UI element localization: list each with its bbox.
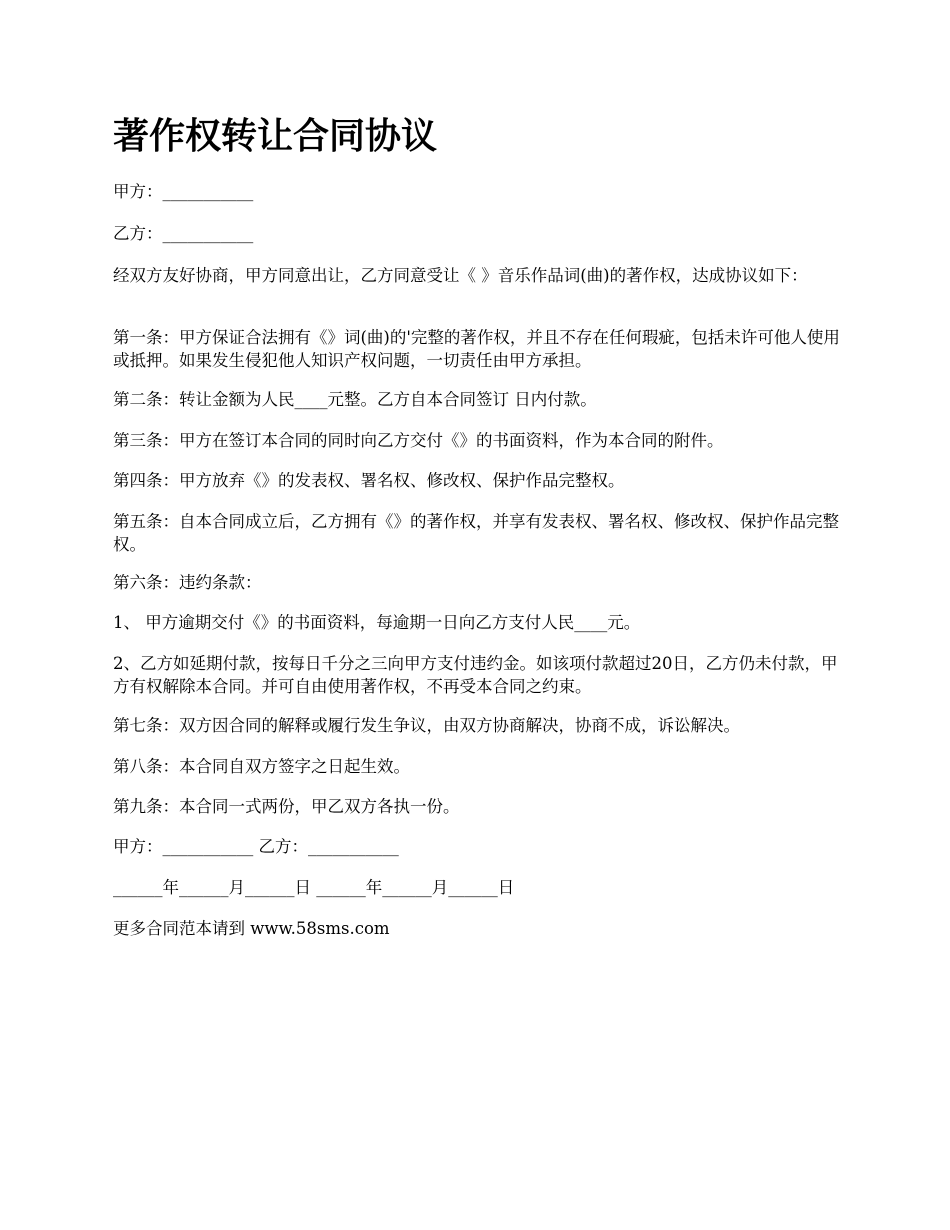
article-2-paragraph: 第二条：转让金额为人民____元整。乙方自本合同签订 日内付款。 (113, 390, 597, 409)
document-title: 著作权转让合同协议 (113, 115, 438, 157)
date-line: ______年______月______日 ______年______月______日 (113, 878, 515, 897)
article-7-paragraph: 第七条：双方因合同的解释或履行发生争议，由双方协商解决，协商不成，诉讼解决。 (113, 716, 740, 735)
article-9-paragraph: 第九条：本合同一式两份，甲乙双方各执一份。 (113, 797, 460, 816)
preamble-paragraph: 经双方友好协商，甲方同意出让，乙方同意受让《 》音乐作品词(曲)的著作权，达成协议如下： (113, 266, 808, 285)
article-4-paragraph: 第四条：甲方放弃《》的发表权、署名权、修改权、保护作品完整权。 (113, 471, 625, 490)
article-6-paragraph: 第六条：违约条款： (113, 573, 262, 592)
party-a-line: 甲方：___________ (113, 182, 254, 201)
footer-note: 更多合同范本请到 www.58sms.com (113, 919, 390, 938)
article-5-paragraph: 第五条：自本合同成立后，乙方拥有《》的著作权，并享有发表权、署名权、修改权、保护作品完整权。 (113, 512, 839, 554)
article-3-paragraph: 第三条：甲方在签订本合同的同时向乙方交付《》的书面资料，作为本合同的附件。 (113, 431, 724, 450)
breach-clause-2: 2、乙方如延期付款，按每日千分之三向甲方支付违约金。如该项付款超过20日，乙方仍未付款，甲方有权解除本合同。并可自由使用著作权，不再受本合同之约束。 (113, 654, 838, 696)
article-8-paragraph: 第八条：本合同自双方签字之日起生效。 (113, 757, 410, 776)
party-b-line: 乙方：___________ (113, 224, 254, 243)
signature-line: 甲方：___________ 乙方：___________ (113, 837, 399, 856)
article-1-paragraph: 第一条：甲方保证合法拥有《》词(曲)的'完整的著作权，并且不存在任何瑕疵，包括未许可他人使用或抵押。如果发生侵犯他人知识产权问题，一切责任由甲方承担。 (113, 328, 840, 370)
breach-clause-1: 1、 甲方逾期交付《》的书面资料，每逾期一日向乙方支付人民____元。 (113, 613, 641, 632)
